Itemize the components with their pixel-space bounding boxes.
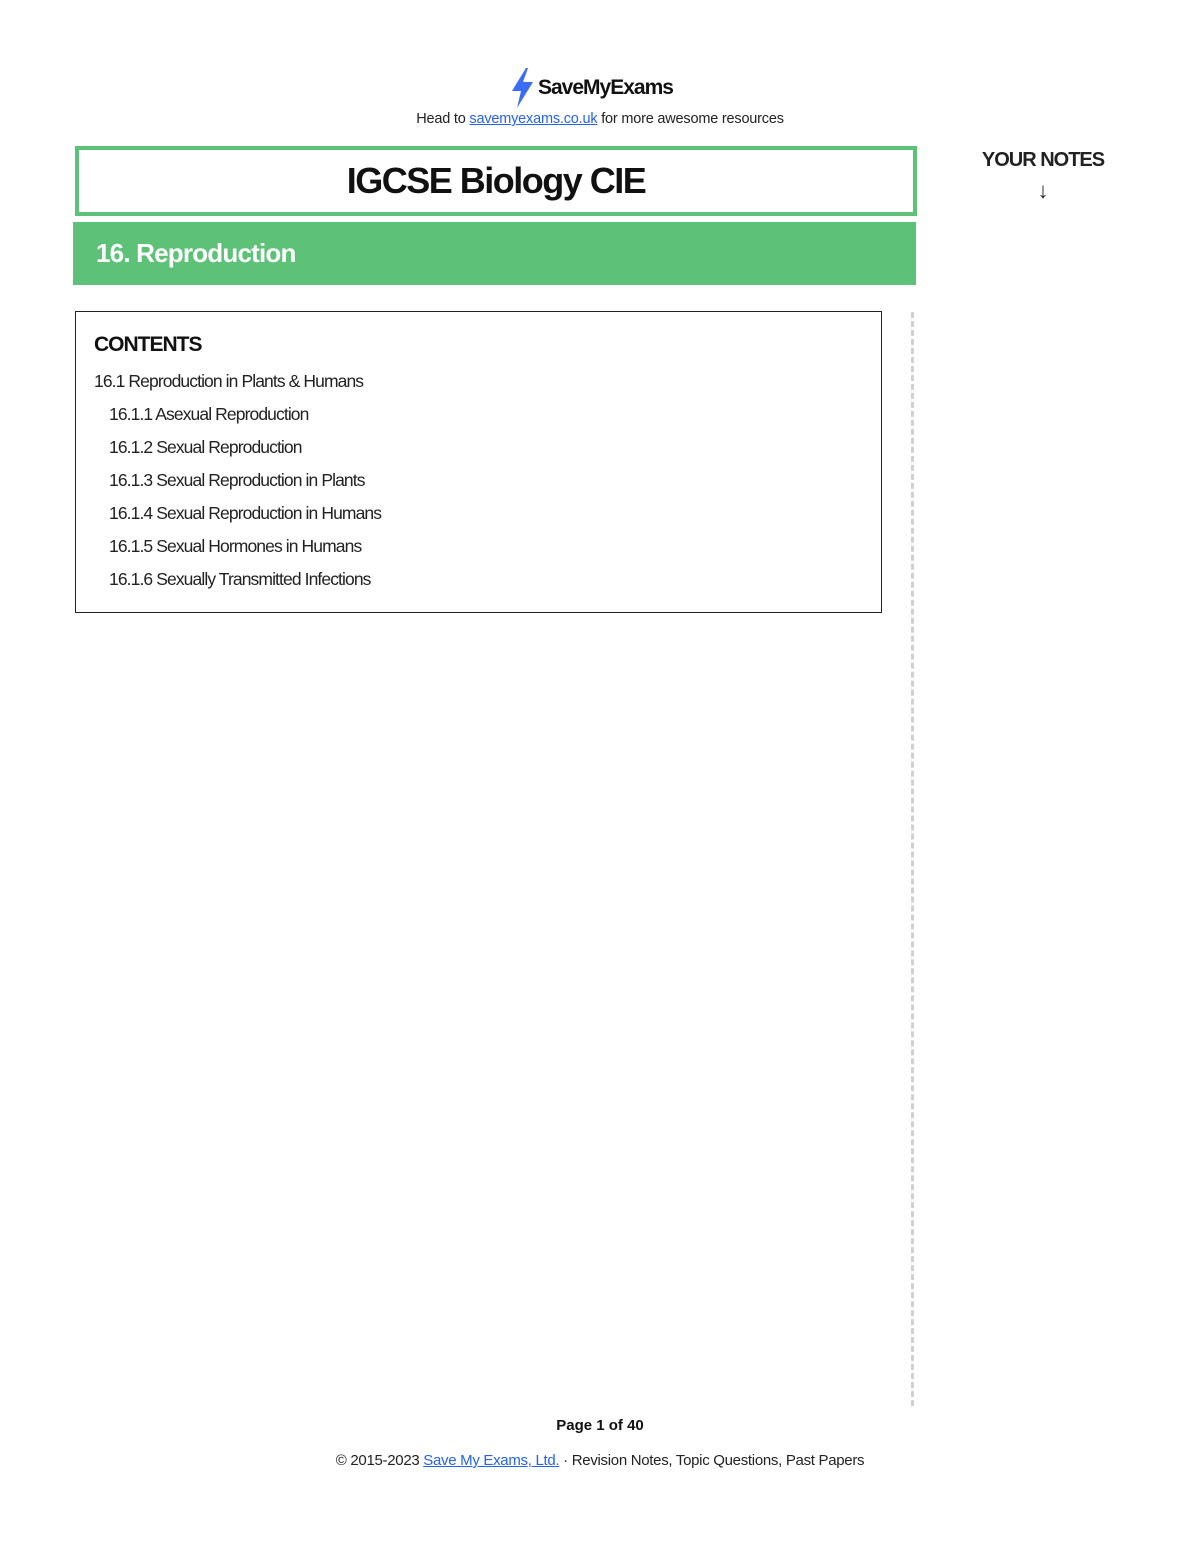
contents-heading: CONTENTS [94, 333, 202, 356]
copyright-suffix: · Revision Notes, Topic Questions, Past Papers [559, 1452, 865, 1469]
copyright-prefix: © 2015-2023 [335, 1452, 424, 1469]
toc-item-16-1-6[interactable]: 16.1.6 Sexually Transmitted Infections [109, 569, 371, 589]
document-title-box [75, 146, 917, 216]
notes-divider [911, 312, 914, 1406]
toc-item-16-1[interactable]: 16.1 Reproduction in Plants & Humans [94, 371, 364, 391]
arrow-down-icon: ↓ [1037, 178, 1049, 203]
toc-item-16-1-5[interactable]: 16.1.5 Sexual Hormones in Humans [109, 536, 362, 556]
savemyexams-ltd-link[interactable]: Save My Exams, Ltd. [423, 1452, 560, 1469]
page-number: Page 1 of 40 [556, 1417, 644, 1434]
footer-copyright [0, 1452, 1200, 1469]
lightning-bolt-icon [508, 67, 536, 109]
tagline-suffix: for more awesome resources [597, 111, 784, 127]
toc-item-16-1-3[interactable]: 16.1.3 Sexual Reproduction in Plants [109, 470, 365, 490]
logo-text: SaveMyExams [538, 76, 673, 99]
tagline-prefix: Head to [416, 111, 470, 127]
header-tagline [0, 111, 1200, 127]
section-title: 16. Reproduction [96, 238, 296, 268]
toc-list [76, 312, 881, 612]
section-banner [73, 222, 916, 285]
toc-item-16-1-2[interactable]: 16.1.2 Sexual Reproduction [109, 437, 302, 457]
brand-logo[interactable] [508, 66, 673, 110]
toc-item-16-1-4[interactable]: 16.1.4 Sexual Reproduction in Humans [109, 503, 382, 523]
contents-box [75, 311, 882, 613]
savemyexams-link[interactable]: savemyexams.co.uk [469, 111, 598, 127]
your-notes-label: YOUR NOTES [981, 149, 1105, 171]
toc-item-16-1-1[interactable]: 16.1.1 Asexual Reproduction [109, 404, 309, 424]
document-title: IGCSE Biology CIE [346, 160, 646, 201]
